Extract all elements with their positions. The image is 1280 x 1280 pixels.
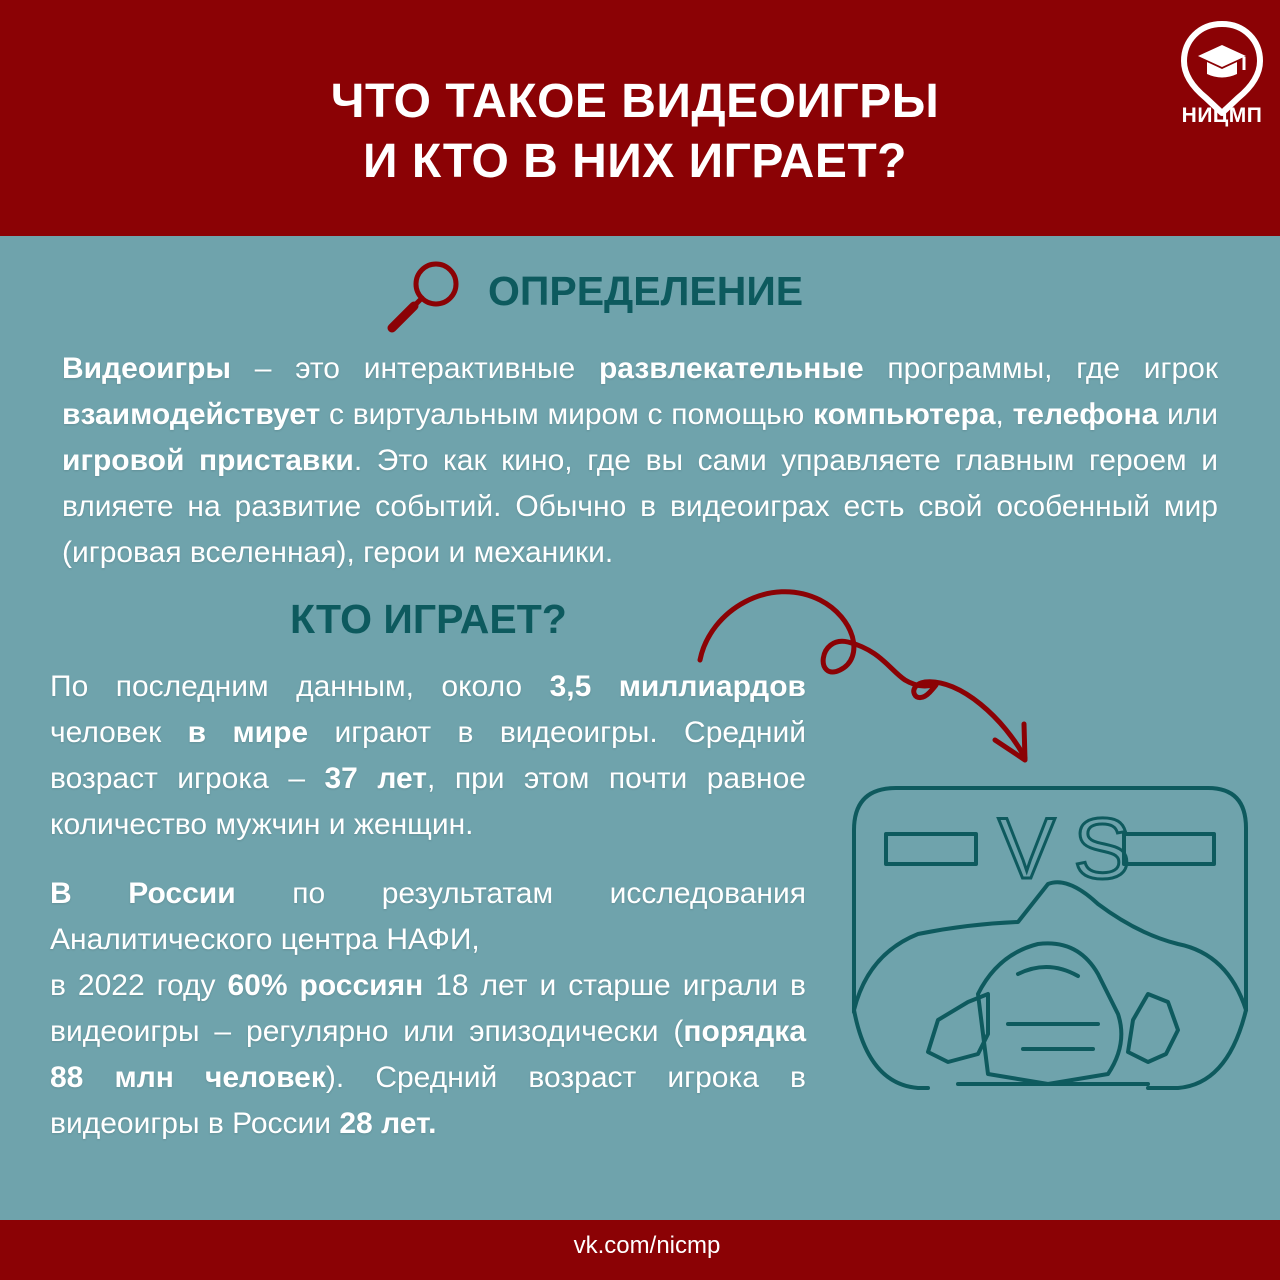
logo-text: НИЦМП xyxy=(1181,104,1263,127)
text-bold: компьютера xyxy=(812,398,996,431)
text-bold: 28 лет. xyxy=(339,1107,437,1140)
text-bold: 3,5 миллиардов xyxy=(549,670,806,703)
text: . Это как кино, где вы сами управляете главным героем и влияете на развитие событий. Обычно в видеоиграх есть свой особенный мир (игровая вселенная), герои и механики. xyxy=(62,444,1218,569)
text: играют в видеоигры. Средний возраст игрока – xyxy=(50,716,807,795)
text-bold: игровой приставки xyxy=(62,444,354,477)
page-title-line-1: ЧТО ТАКОЕ ВИДЕОИГРЫ xyxy=(330,75,940,128)
text: По последним данным, около xyxy=(50,670,550,703)
page-title xyxy=(0,72,1270,192)
text-bold: Видеоигры xyxy=(62,352,232,385)
page-title-line-2: И КТО В НИХ ИГРАЕТ? xyxy=(363,135,907,188)
text: программы, где игрок xyxy=(863,352,1218,385)
text: – это интерактивные xyxy=(231,352,599,385)
text: , при этом почти равное количество мужчин и женщин. xyxy=(50,762,806,841)
game-console-icon xyxy=(848,784,1250,1104)
text: человек xyxy=(50,716,188,749)
russia-stats-paragraph xyxy=(50,871,806,1147)
text: , xyxy=(995,398,1013,431)
text-bold: порядка 88 млн человек xyxy=(50,1015,806,1094)
text: по результатам исследования Аналитического центра НАФИ, xyxy=(50,877,806,956)
text-bold: телефона xyxy=(1012,398,1159,431)
who-plays-heading: КТО ИГРАЕТ? xyxy=(290,596,567,642)
text: ). Средний возраст игрока в видеоигры в России xyxy=(50,1061,806,1140)
text-bold: развлекательные xyxy=(598,352,864,385)
text: с виртуальным миром с помощью xyxy=(320,398,813,431)
curly-arrow-icon xyxy=(690,580,1040,770)
definition-heading: ОПРЕДЕЛЕНИЕ xyxy=(488,268,804,314)
definition-paragraph xyxy=(62,346,1218,576)
magnifier-icon xyxy=(386,256,466,334)
text-bold: 60% россиян xyxy=(227,969,424,1002)
footer-url-link[interactable]: vk.com/nicmp xyxy=(573,1232,721,1259)
text: 18 лет и старше играли в видеоигры – регулярно или эпизодически ( xyxy=(50,969,806,1048)
vs-label: VS xyxy=(998,801,1149,897)
text: в 2022 году xyxy=(50,969,228,1002)
text-bold: 37 лет xyxy=(324,762,427,795)
text-bold: В России xyxy=(50,877,236,910)
text: или xyxy=(1158,398,1218,431)
text-bold: в мире xyxy=(187,716,309,749)
text-bold: взаимодействует xyxy=(62,398,321,431)
